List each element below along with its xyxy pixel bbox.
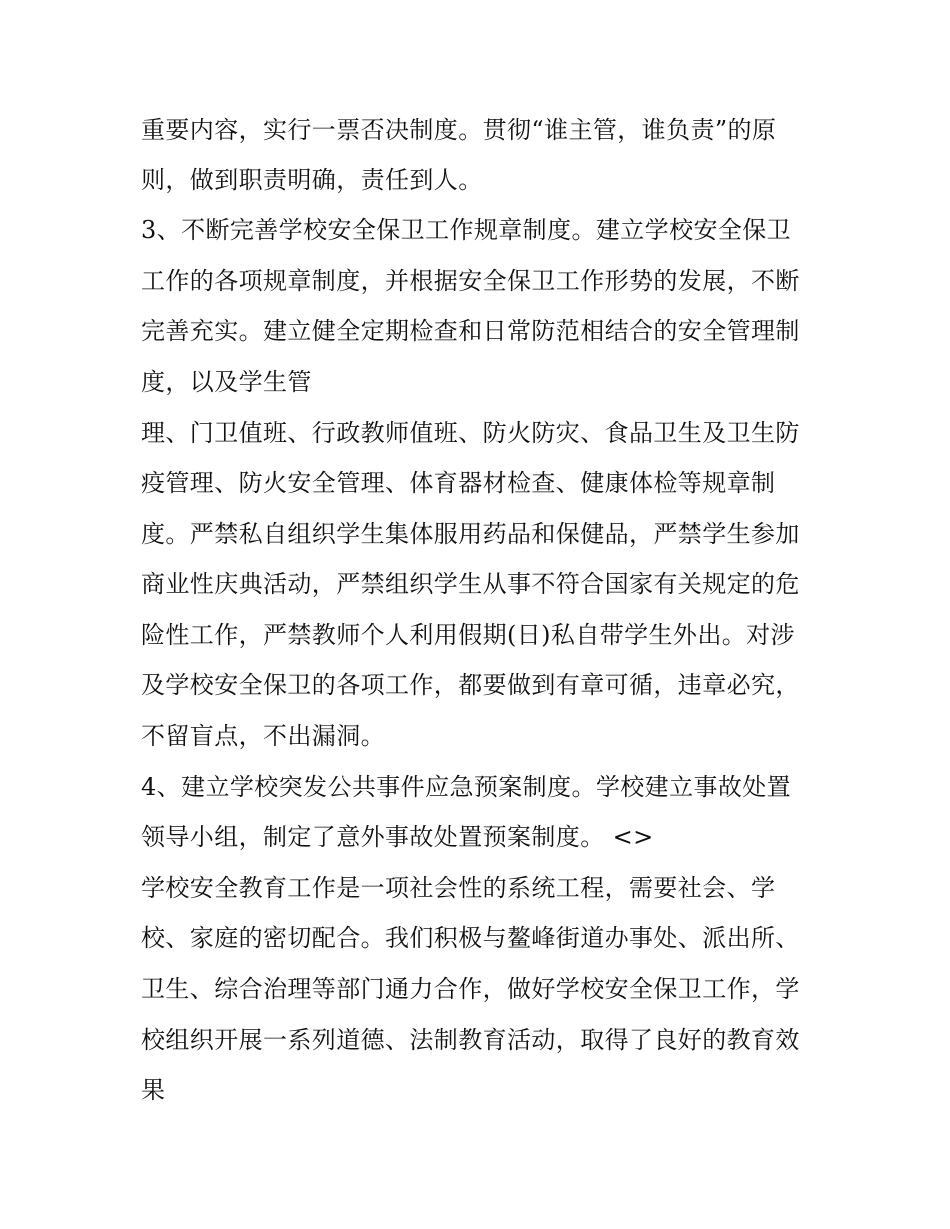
text-line: 果: [141, 1076, 166, 1104]
text-line: 校、家庭的密切配合。我们积极与鳌峰街道办事处、派出所、: [141, 924, 800, 952]
text-line: 工作的各项规章制度，并根据安全保卫工作形势的发展，不断: [141, 267, 800, 295]
text-line: 及学校安全保卫的各项工作，都要做到有章可循，违章必究，: [141, 671, 800, 699]
text-line: 重要内容，实行一票否决制度。贯彻“谁主管，谁负责”的原: [141, 116, 777, 144]
text-line: 商业性庆典活动，严禁组织学生从事不符合国家有关规定的危: [141, 570, 800, 598]
text-line: 4、建立学校突发公共事件应急预案制度。学校建立事故处置: [141, 773, 792, 801]
text-line: 校组织开展一系列道德、法制教育活动，取得了良好的教育效: [141, 1026, 800, 1054]
text-line: 险性工作，严禁教师个人利用假期(日)私自带学生外出。对涉: [141, 621, 795, 649]
text-line: 卫生、综合治理等部门通力合作，做好学校安全保卫工作，学: [141, 975, 800, 1003]
text-line: 疫管理、防火安全管理、体育器材检查、健康体检等规章制: [141, 469, 776, 497]
text-line: 学校安全教育工作是一项社会性的系统工程，需要社会、学: [141, 874, 776, 902]
text-line: 则，做到职责明确，责任到人。: [141, 166, 483, 194]
text-line: 完善充实。建立健全定期检查和日常防范相结合的安全管理制: [141, 317, 800, 345]
text-line: 不留盲点，不出漏洞。: [141, 722, 385, 750]
text-line: 度。严禁私自组织学生集体服用药品和保健品，严禁学生参加: [141, 520, 800, 548]
text-line: 理、门卫值班、行政教师值班、防火防灾、食品卫生及卫生防: [141, 419, 800, 447]
text-line: 度，以及学生管: [141, 368, 312, 396]
text-line: 领导小组，制定了意外事故处置预案制度。 <>: [141, 823, 654, 851]
text-line: 3、不断完善学校安全保卫工作规章制度。建立学校安全保卫: [141, 216, 792, 244]
